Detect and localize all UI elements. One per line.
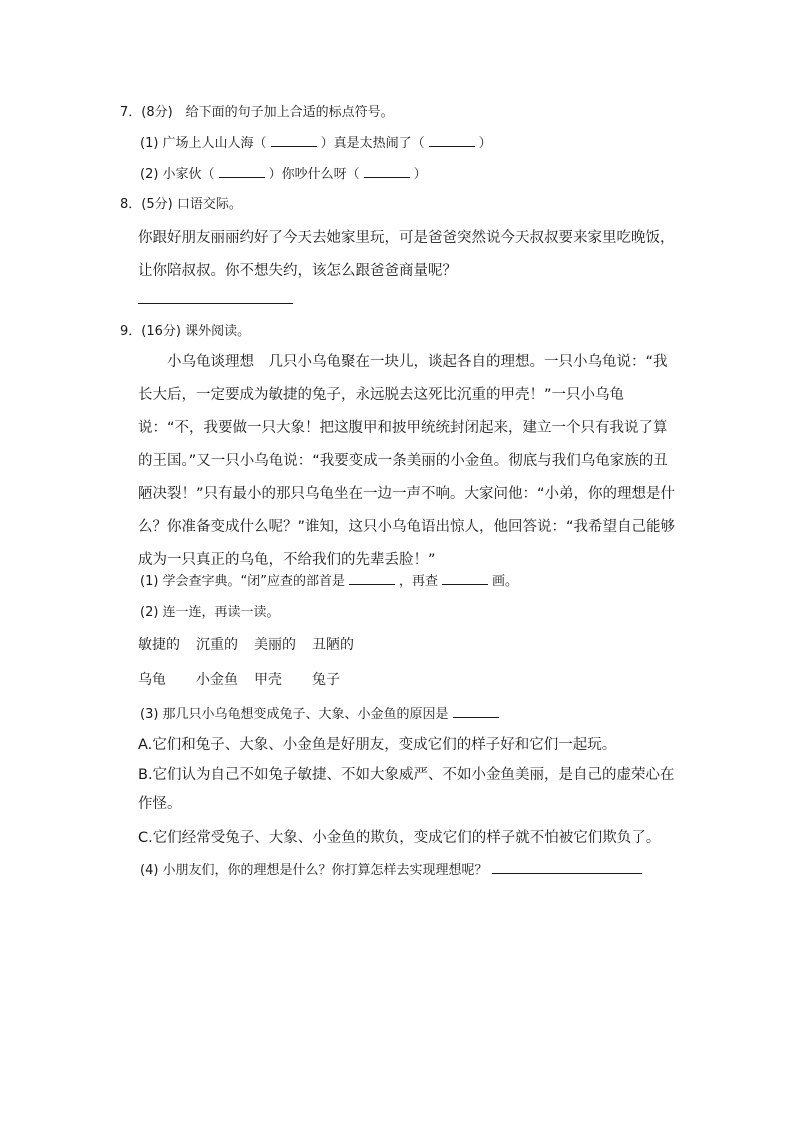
q7-item-1-text-c: ） <box>478 136 492 151</box>
q9-sub-4 <box>140 860 646 881</box>
word-item[interactable]: 丑陋的 <box>312 637 354 653</box>
word-item[interactable]: 美丽的 <box>254 637 296 653</box>
q7-item-1-text-b: ）真是太热闹了（ <box>320 136 425 151</box>
q9-option-a[interactable]: A.它们和兔子、大象、小金鱼是好朋友，变成它们的样子好和它们一起玩。 <box>138 737 617 753</box>
answer-blank[interactable] <box>219 164 265 178</box>
word-row-top <box>138 635 370 655</box>
q9-sub-1-text-b: ，再查 <box>399 574 439 589</box>
q7-item-1-text-a: (1) 广场上人山人海（ <box>140 136 267 151</box>
q9-sub-2: (2) 连一连，再读一读。 <box>140 605 280 620</box>
q9-option-c[interactable]: C.它们经常受兔子、大象、小金鱼的欺负，变成它们的样子就不怕被它们欺负了。 <box>138 830 661 846</box>
q9-sub-1-text-c: 画。 <box>492 574 519 589</box>
word-item[interactable]: 乌龟 <box>138 672 166 688</box>
q9-sub-3-text: (3) 那几只小乌龟想变成兔子、大象、小金鱼的原因是 <box>140 707 449 722</box>
word-item[interactable]: 兔子 <box>312 672 340 688</box>
q7-title: 7．(8分) 给下面的句子加上合适的标点符号。 <box>120 105 394 120</box>
q9-option-b[interactable]: B.它们认为自己不如兔子敏捷、不如大象威严、不如小金鱼美丽，是自己的虚荣心在作怪。 <box>138 767 675 812</box>
word-item[interactable]: 甲壳 <box>254 672 282 688</box>
answer-blank[interactable] <box>349 571 395 585</box>
q9-sub-1 <box>140 571 518 592</box>
answer-blank[interactable] <box>453 704 499 718</box>
q9-sub-4-text: (4) 小朋友们，你的理想是什么？你打算怎样去实现理想呢？ <box>140 863 488 878</box>
q9-sub-1-text-a: (1) 学会查字典。“闭”应查的部首是 <box>140 574 346 589</box>
q9-passage: 小乌龟谈理想 几只小乌龟聚在一块儿，谈起各自的理想。一只小乌龟说：“我长大后，一定要成为敏捷的兔子，永远脱去这死比沉重的甲壳！”一只小乌龟说：“不，我要做一只大象！把这腹甲和披甲统统封闭起来，建立一个只有我说了算的王国。”又一只小乌龟说：“我要变成一条美丽的小金鱼。彻底与我们乌龟家族的丑陋决裂！”只有最小的那只乌龟坐在一边一声不响。大家问他：“小弟，你的理想是什么？你准备变成什么呢？”谁知，这只小乌龟语出惊人，他回答说：“我希望自己能够成为一只真正的乌龟，不给我们的先辈丢脸！” <box>138 354 676 568</box>
q7-item-1 <box>140 133 492 154</box>
word-item[interactable]: 小金鱼 <box>196 672 238 688</box>
word-item[interactable]: 敏捷的 <box>138 637 180 653</box>
answer-blank[interactable] <box>138 290 293 304</box>
answer-blank[interactable] <box>364 164 410 178</box>
q9-title: 9．(16分) 课外阅读。 <box>120 324 251 339</box>
answer-blank[interactable] <box>492 860 642 874</box>
word-row-bottom <box>138 670 340 690</box>
answer-blank[interactable] <box>429 133 475 147</box>
q7-item-2 <box>140 164 427 185</box>
q7-item-2-text-b: ）你吵什么呀（ <box>268 167 360 182</box>
answer-blank[interactable] <box>442 571 488 585</box>
word-item[interactable]: 沉重的 <box>196 637 238 653</box>
q7-item-2-text-a: (2) 小家伙（ <box>140 167 215 182</box>
q9-sub-3 <box>140 704 503 725</box>
q8-answer-line[interactable] <box>138 290 293 311</box>
answer-blank[interactable] <box>271 133 317 147</box>
q8-title: 8．(5分) 口语交际。 <box>120 197 242 212</box>
q7-item-2-text-c: ） <box>413 167 427 182</box>
q8-text: 你跟好朋友丽丽约好了今天去她家里玩，可是爸爸突然说今天叔叔要来家里吃晚饭，让你陪叔叔。你不想失约，该怎么跟爸爸商量呢？ <box>138 230 675 279</box>
